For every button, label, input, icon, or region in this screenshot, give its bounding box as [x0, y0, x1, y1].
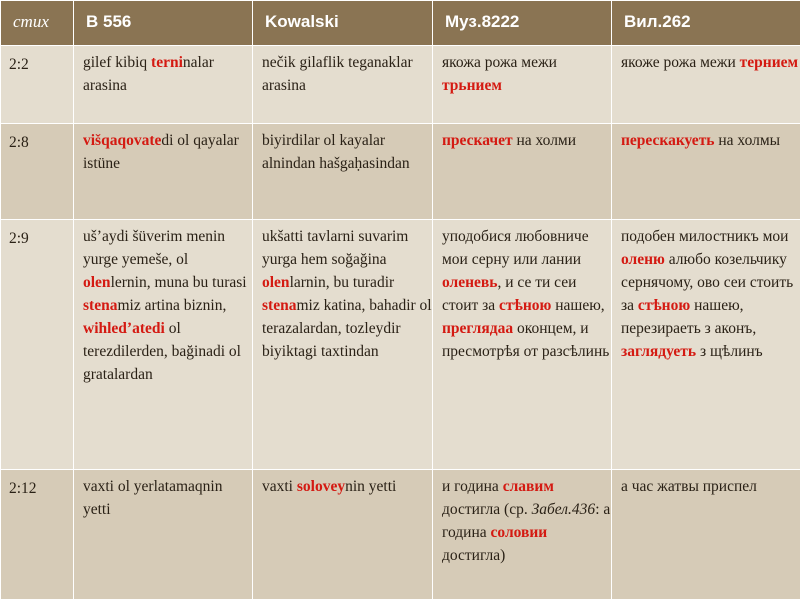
cell-vil262	[612, 470, 800, 600]
highlighted-word: оленевь	[442, 274, 498, 291]
highlighted-word: olen	[262, 274, 290, 291]
cell-text: якоже рожа межи	[621, 54, 740, 71]
cell-text: з щѣлинъ	[696, 343, 763, 360]
cell-b556	[74, 220, 253, 470]
cell-kowalski	[253, 470, 433, 600]
highlighted-word: преглядаа	[442, 320, 514, 337]
cell-text: nin yetti	[345, 478, 397, 495]
table-row-2-8	[1, 124, 800, 220]
cell-text: biyirdilar ol kayalar alnindan hašgaḥasindan	[262, 132, 410, 172]
cell-text: на холми	[512, 132, 577, 149]
cell-muz8222	[433, 220, 612, 470]
header-verse: стих	[1, 1, 74, 46]
cell-text: нашею,	[551, 297, 605, 314]
cell-text: di ol qayalar istüne	[83, 132, 239, 172]
cell-text: vaxti ol yerlatamaqnin yetti	[83, 478, 223, 518]
cell-text: lernin, muna bu turasi	[110, 274, 247, 291]
cell-muz8222	[433, 124, 612, 220]
highlighted-word: заглядуеть	[621, 343, 697, 360]
highlighted-word: stena	[83, 297, 118, 314]
cell-text: достигла (ср.	[442, 501, 532, 518]
table-row-2-2	[1, 46, 800, 124]
highlighted-word: стѣною	[637, 297, 691, 314]
highlighted-word: olen	[83, 274, 111, 291]
highlighted-word: тернием	[739, 54, 799, 71]
cell-text: уподобися любовниче мои серну или лании	[442, 228, 589, 268]
cell-text: нашею, перезираеть з аконъ,	[621, 297, 757, 337]
cell-text: larnin, bu turadir	[289, 274, 395, 291]
cell-vil262	[612, 46, 800, 124]
cell-b556	[74, 470, 253, 600]
header-muz8222: Муз.8222	[433, 1, 612, 46]
cell-text: , и се ти сеи стоит за	[442, 274, 577, 314]
verse-cell: 2:12	[1, 470, 74, 600]
cell-text: достигла)	[442, 547, 506, 564]
cell-vil262	[612, 124, 800, 220]
cell-kowalski	[253, 124, 433, 220]
header-kowalski: Kowalski	[253, 1, 433, 46]
highlighted-word: solovey	[296, 478, 346, 495]
cell-text: uš’aydi šüverim menin yurge yemeše, ol	[83, 228, 226, 268]
cell-text: на холмы	[714, 132, 781, 149]
cell-text: ukšatti tavlarni suvarim yurga hem soğağina	[262, 228, 409, 268]
highlighted-word: стѣною	[499, 297, 552, 314]
verse-cell: 2:8	[1, 124, 74, 220]
highlighted-word: соловии	[490, 524, 548, 541]
table-row-2-12	[1, 470, 800, 600]
cell-text: nalar arasina	[83, 54, 214, 94]
highlighted-word: перескакуеть	[621, 132, 715, 149]
highlighted-word: wihled’atedi	[83, 320, 165, 337]
cell-b556	[74, 124, 253, 220]
cell-text: а час жатвы приспел	[621, 478, 757, 495]
highlighted-word: прескачет	[442, 132, 513, 149]
highlighted-word: višqaqovate	[83, 132, 162, 149]
highlighted-word: трьнием	[442, 77, 502, 94]
cell-muz8222	[433, 46, 612, 124]
table-row-2-9	[1, 220, 800, 470]
cell-vil262	[612, 220, 800, 470]
cell-muz8222	[433, 470, 612, 600]
highlighted-word: stena	[262, 297, 297, 314]
cell-text: vaxti	[262, 478, 297, 495]
highlighted-word: оленю	[621, 251, 665, 268]
header-vil262: Вил.262	[612, 1, 800, 46]
cell-text: gilef kibiq	[83, 54, 152, 71]
cell-text: miz katina, bahadir ol terazalardan, tozleydir biyiktagi taxtindan	[262, 297, 432, 360]
cell-b556	[74, 46, 253, 124]
cell-text: подобен милостникъ мои	[621, 228, 789, 245]
cell-text: : а година	[442, 501, 611, 541]
cell-kowalski	[253, 220, 433, 470]
cell-text: и година	[442, 478, 503, 495]
verse-cell: 2:9	[1, 220, 74, 470]
cell-text: miz artina biznin,	[117, 297, 227, 314]
verse-cell: 2:2	[1, 46, 74, 124]
italic-text: Забел.436	[531, 501, 596, 518]
cell-kowalski	[253, 46, 433, 124]
cell-text: алюбо козельчику сернячому, ово сеи стоить за	[621, 251, 794, 314]
cell-text: ol terezdilerden, bağinadi ol gratalardan	[83, 320, 241, 383]
header-row	[1, 1, 800, 46]
highlighted-word: terni	[151, 54, 183, 71]
cell-text: оконцем, и пресмотрѣя от разсѣлинь	[442, 320, 610, 360]
header-b556: B 556	[74, 1, 253, 46]
highlighted-word: славим	[502, 478, 554, 495]
cell-text: якожа рожа межи	[442, 54, 557, 71]
cell-text: nečik gilaflik teganaklar arasina	[262, 54, 413, 94]
